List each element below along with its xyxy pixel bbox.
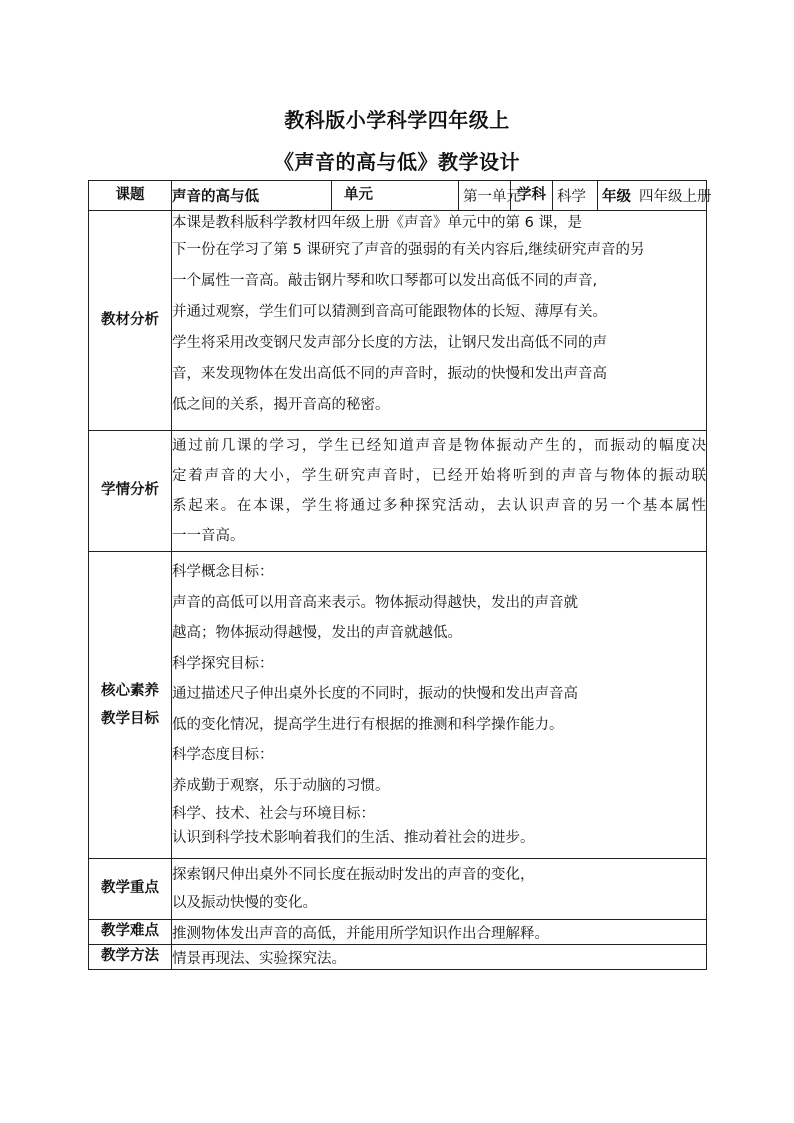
key-points-content (172, 859, 707, 920)
text-line: 通过描述尺子伸出桌外长度的不同时，振动的快慢和发出声音高 (172, 686, 578, 702)
text-line: 定着声音的大小，学生研究声音时，已经开始将听到的声音与物体的振动联 (172, 468, 706, 484)
text-line: 探索钢尺伸出桌外不同长度在振动时发出的声音的变化， (172, 867, 535, 883)
methods-label: 教学方法 (89, 945, 172, 970)
text-line: 越高；物体振动得越慢，发出的声音就越低。 (172, 625, 462, 641)
difficulties-label: 教学难点 (89, 920, 172, 945)
key-points-label: 教学重点 (89, 859, 172, 920)
text-line: 认识到科学技术影响着我们的生活、推动着社会的进步。 (172, 830, 535, 846)
material-analysis-content (172, 211, 707, 431)
text-line: 低之间的关系，揭开音高的秘密。 (172, 397, 390, 413)
topic-label: 课题 (89, 181, 172, 211)
text-line: 科学概念目标： (172, 564, 274, 580)
text-line: 下一份在学习了第 5 课研究了声音的强弱的有关内容后,继续研究声音的另 (172, 242, 645, 258)
text-line: 科学态度目标： (172, 747, 274, 763)
core-goals-label (89, 552, 172, 859)
topic-value: 声音的高与低 (172, 181, 332, 211)
unit-value: 第一单元 (459, 181, 511, 211)
difficulties-row (89, 920, 707, 945)
core-goals-row (89, 552, 707, 859)
key-points-row (89, 859, 707, 920)
core-goals-label-line2: 教学目标 (101, 711, 159, 727)
student-analysis-content (172, 431, 707, 552)
text-line: 并通过观察，学生们可以猜测到音高可能跟物体的长短、薄厚有关。 (172, 304, 607, 320)
text-line: 低的变化情况，提高学生进行有根据的推测和科学操作能力。 (172, 716, 564, 733)
methods-content: 情景再现法、实验探究法。 (172, 945, 707, 970)
text-line: 本课是教科版科学教材四年级上册《声音》单元中的第 6 课，是 (172, 215, 582, 231)
text-line: 科学、技术、社会与环境目标： (172, 806, 375, 822)
text-line: 学生将采用改变钢尺发声部分长度的方法，让钢尺发出高低不同的声 (172, 335, 607, 351)
material-analysis-label: 教材分析 (89, 211, 172, 431)
text-line: 以及振动快慢的变化。 (172, 895, 317, 911)
document-title: 教科版小学科学四年级上 (284, 108, 510, 132)
text-line: 声音的高低可以用音高来表示。物体振动得越快，发出的声音就 (172, 594, 578, 611)
document-subtitle: 《声音的高与低》教学设计 (274, 150, 520, 174)
subject-value: 科学 (553, 181, 598, 211)
student-analysis-row (89, 431, 707, 552)
material-analysis-row (89, 211, 707, 431)
core-goals-content (172, 552, 707, 859)
text-line: 通过前几课的学习，学生已经知道声音是物体振动产生的，而振动的幅度决 (172, 438, 706, 454)
text-line: 系起来。在本课，学生将通过多种探究活动，去认识声音的另一个基本属性 (172, 498, 706, 514)
lesson-plan-table (88, 180, 712, 970)
grade-value: 四年级上册 (639, 189, 712, 205)
methods-row (89, 945, 707, 970)
grade-label: 年级 (602, 189, 631, 205)
text-line: 科学探究目标： (172, 655, 274, 672)
text-line: 养成勤于观察，乐于动脑的习惯。 (172, 777, 390, 794)
grade-cell (598, 181, 712, 211)
student-analysis-label: 学情分析 (89, 431, 172, 552)
unit-label: 单元 (332, 181, 459, 211)
difficulties-content: 推测物体发出声音的高低，并能用所学知识作出合理解释。 (172, 920, 707, 945)
core-goals-label-line1: 核心素养 (101, 683, 159, 699)
text-line: 一个属性一音高。敲击钢片琴和吹口琴都可以发出高低不同的声音, (172, 273, 598, 289)
text-line: 一一音高。 (172, 528, 245, 544)
header-row (89, 181, 707, 211)
subject-label: 学科 (511, 181, 553, 211)
text-line: 音，来发现物体在发出高低不同的声音时，振动的快慢和发出声音高 (172, 366, 607, 382)
